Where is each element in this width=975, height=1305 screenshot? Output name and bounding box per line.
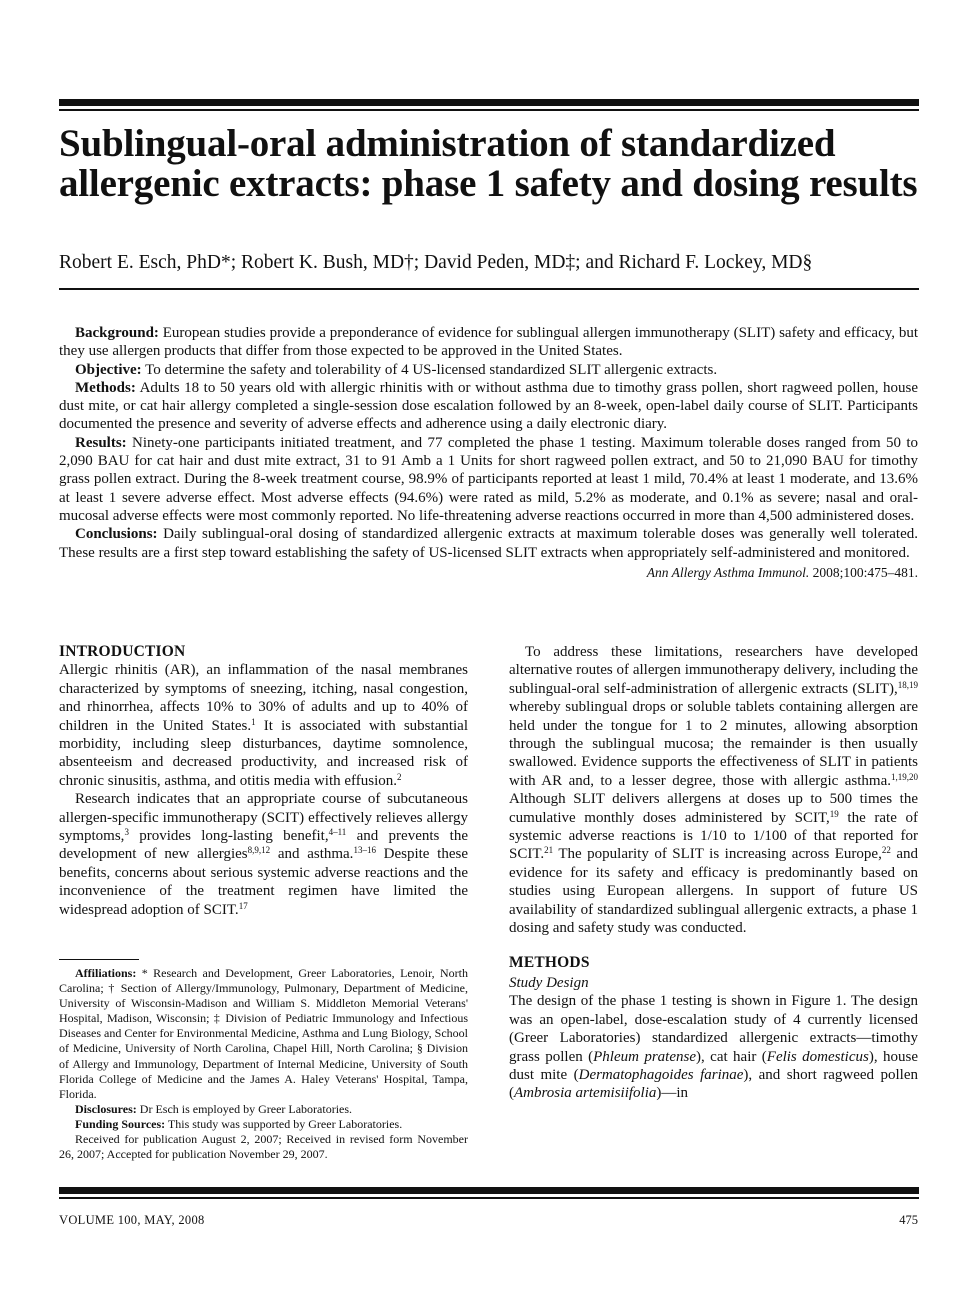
header-rule-thick: [59, 99, 919, 106]
intro-paragraph-2: Research indicates that an appropriate course of subcutaneous allergen-specific immunotherapy (SCIT) effectively relieves allergy symptoms,$^3$ provides long-lasting benefit,$^{4-11}$ and prevents the development of new allergies$^{8,9,12}$ and asthma.$^{13-16}$ Despite these benefits, concerns about serious systemic adverse reactions and the inconvenience of the treatment regimen have limited the widespread adoption of SCIT.$^{17}$: [59, 791, 468, 918]
abstract-conclusions: Conclusions: Daily sublingual-oral dosing of standardized allergenic extracts at maximum tolerable doses was generally well tolerated. These results are a first step toward establishing the safety of US-licensed SLIT extracts when appropriately self-administered and monitored.: [59, 526, 918, 561]
footer-rule-thick: [59, 1187, 919, 1194]
header-rule-thin: [59, 109, 919, 111]
volume-info: VOLUME 100, MAY, 2008: [59, 1213, 205, 1227]
citation: Ann Allergy Asthma Immunol. 2008;100:475–481.: [646, 564, 918, 580]
footer-rule-thin: [59, 1197, 919, 1199]
footnote-rule: [59, 959, 139, 960]
intro-paragraph-1: Allergic rhinitis (AR), an inflammation of the nasal membranes characterized by symptoms of sneezing, itching, nasal congestion, and rhinorrhea, affects 10% to 30% of adults and up to 40% of children in the United States.$^1$ It is associated with substantial morbidity, including sleep disturbances, daytime somnolence, absenteeism and decreased productivity, and increased risk of chronic sinusitis, asthma, and otitis media with effusion.$^2$: [59, 662, 469, 789]
disclosures: Disclosures: Dr Esch is employed by Greer Laboratories.: [75, 1101, 353, 1116]
abstract-results: Results: Ninety-one participants initiated treatment, and 77 completed the phase 1 testing. Maximum tolerable doses ranged from 50 to 2,090 BAU for cat hair and dust mite extract, 31 to 91 Amb a 1 Units for short ragweed pollen extract, and 50 to 21,090 BAU for timothy grass pollen extract. During the 8-week treatment course, 98.9% of participants reported at least 1 mild, 70.4% at least 1 moderate, and 13.6% at least 1 severe adverse effect. Most adverse effects (94.6%) were rated as mild, 5.2% as moderate, and 0.1% as severe; nasal and oral-mucosal adverse effects were most commonly reported. No life-threatening adverse reactions occurred in more than 4,500 administered doses.: [59, 434, 919, 524]
abstract: [59, 324, 918, 582]
intro-paragraph-3: To address these limitations, researchers have developed alternative routes of allergen immunotherapy delivery, including the sublingual-oral self-administration of allergenic extracts (SLIT),$^{18,19}$ whereby sublingual drops or soluble tablets containing allergen are held under the tongue for 1 to 2 minutes, allowing absorption through the sublingual mucosa; the remainder is then usually swallowed. Evidence supports the effectiveness of SLIT in patients with AR and, to a lesser degree, those with allergic asthma.$^{1,19,20}$ Although SLIT delivers allergens at doses up to 500 times the cumulative monthly doses administered by SCIT,$^{19}$ the rate of systemic adverse reactions is 1/10 to 1/100 of that reported for SCIT.$^{21}$ The popularity of SLIT is increasing across Europe,$^{22}$ and evidence for its safety and efficacy is predominantly based on studies using European allergens. In support of future US availability of standardized sublingual allergenic extracts, a phase 1 dosing and safety study was conducted.: [509, 644, 918, 937]
author-list: Robert E. Esch, PhD*; Robert K. Bush, MD†; David Peden, MD‡; and Richard F. Lockey, MD§: [59, 252, 813, 273]
abstract-background: Background: European studies provide a preponderance of evidence for sublingual allergen immunotherapy (SLIT) safety and efficacy, but they use allergen products that differ from those expected to be approved in the United States.: [59, 325, 919, 360]
abstract-objective: Objective: To determine the safety and tolerability of 4 US-licensed standardized SLIT allergenic extracts.: [75, 361, 718, 378]
right-column: [509, 643, 918, 1103]
affiliations: Affiliations: * Research and Development, Greer Laboratories, Lenoir, North Carolina; † Section of Allergy/Immunology, Pulmonary, Department of Medicine, University of Wisconsin-Madison and William S. Middleton Memorial Veterans' Hospital, Madison, Wisconsin; ‡ Division of Pediatric Immunology and Infectious Diseases and Center for Environmental Medicine, Asthma and Lung Biology, School of Medicine, University of North Carolina, Chapel Hill, North Carolina; § Division of Allergy and Immunology, Department of Internal Medicine, University of South Florida College of Medicine and the James A. Haley Veterans' Hospital, Tampa, Florida.: [59, 966, 468, 1101]
methods-paragraph-1: The design of the phase 1 testing is shown in Figure 1. The design was an open-label, dose-escalation study of 4 currently licensed (Greer Laboratories) standardized allergenic extracts—timothy grass pollen (Phleum pratense), cat hair (Felis domesticus), house dust mite (Dermatophagoides farinae), and short ragweed pollen (Ambrosia artemisiifolia)—in: [509, 993, 918, 1102]
received-dates: Received for publication August 2, 2007; Received in revised form November 26, 2007; Accepted for publication November 29, 2007.: [59, 1132, 468, 1162]
article-title: Sublingual-oral administration of standardized allergenic extracts: phase 1 safety and dosing results: [59, 122, 918, 205]
page-number: 475: [899, 1213, 918, 1227]
methods-heading: METHODS: [509, 953, 590, 971]
left-column: [59, 643, 468, 919]
study-design-subheading: Study Design: [509, 974, 589, 991]
funding-sources: Funding Sources: This study was supported by Greer Laboratories.: [75, 1116, 403, 1131]
intro-heading: INTRODUCTION: [59, 643, 186, 660]
footnotes: [59, 966, 468, 1162]
authors-rule: [59, 288, 919, 290]
abstract-methods: Methods: Adults 18 to 50 years old with allergic rhinitis with or without asthma due to timothy grass pollen, short ragweed pollen, house dust mite, or cat hair allergy completed a single-session dose escalation followed by an 8-week, open-label daily course of SLIT. Participants documented the presence and severity of adverse effects and adherence using a daily electronic diary.: [59, 379, 918, 433]
